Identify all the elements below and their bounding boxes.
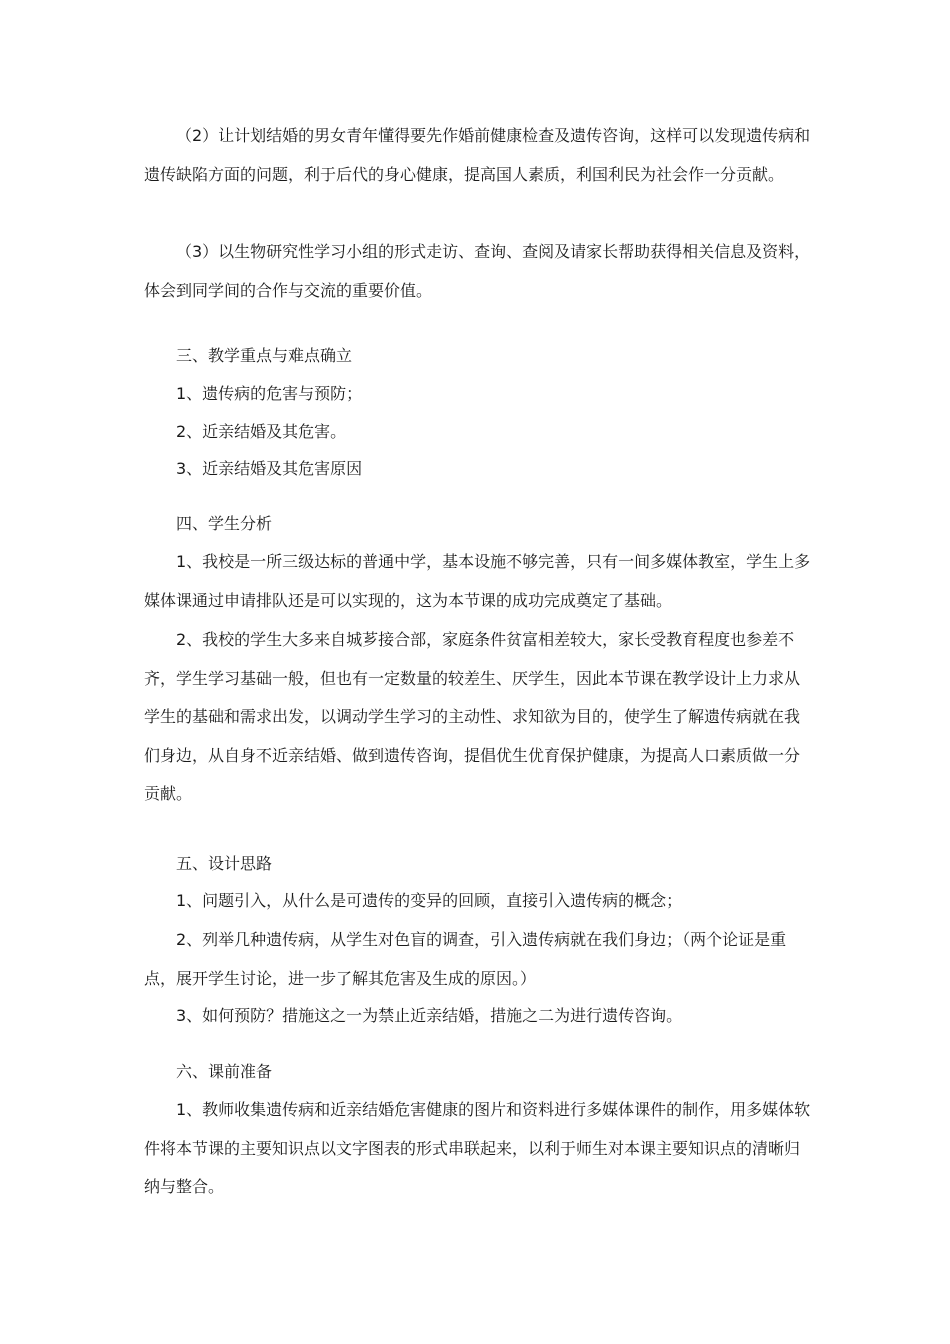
section-heading-design: 五、设计思路 [176,854,273,873]
section-heading-key-points: 三、教学重点与难点确立 [176,346,353,365]
key-point-item: 2、近亲结婚及其危害。 [176,422,347,441]
student-analysis-item: 2、我校的学生大多来自城芗接合部，家庭条件贫富相差较大，家长受教育程度也参差不齐，学生学习基础一般，但也有一定数量的较差生、厌学生，因此本节课在教学设计上力求从学生的基础和需求出发，以调动学生学习的主动性、求知欲为目的，使学生了解遗传病就在我们身边，从自身不近亲结婚、做到遗传咨询，提倡优生优育保护健康，为提高人口素质做一分贡献。 [144,630,801,803]
design-item: 1、问题引入，从什么是可遗传的变异的回顾，直接引入遗传病的概念； [176,891,683,910]
key-point-item: 1、遗传病的危害与预防； [176,384,363,403]
preparation-item: 1、教师收集遗传病和近亲结婚危害健康的图片和资料进行多媒体课件的制作，用多媒体软件将本节课的主要知识点以文字图表的形式串联起来，以利于师生对本课主要知识点的清晰归纳与整合。 [144,1100,811,1196]
goal-paragraph-2: （2）让计划结婚的男女青年懂得要先作婚前健康检查及遗传咨询，这样可以发现遗传病和遗传缺陷方面的问题，利于后代的身心健康，提高国人素质，利国利民为社会作一分贡献。 [144,126,811,184]
design-item: 2、列举几种遗传病，从学生对色盲的调查，引入遗传病就在我们身边；（两个论证是重点，展开学生讨论，进一步了解其危害及生成的原因。） [144,930,787,988]
student-analysis-item: 1、我校是一所三级达标的普通中学，基本设施不够完善，只有一间多媒体教室，学生上多媒体课通过申请排队还是可以实现的，这为本节课的成功完成奠定了基础。 [144,552,811,610]
section-heading-preparation: 六、课前准备 [176,1062,273,1081]
goal-paragraph-3: （3）以生物研究性学习小组的形式走访、查询、查阅及请家长帮助获得相关信息及资料，体会到同学间的合作与交流的重要价值。 [144,242,811,300]
key-point-item: 3、近亲结婚及其危害原因 [176,459,363,478]
design-item: 3、如何预防？措施这之一为禁止近亲结婚，措施之二为进行遗传咨询。 [176,1006,683,1025]
section-heading-student-analysis: 四、学生分析 [176,514,273,533]
